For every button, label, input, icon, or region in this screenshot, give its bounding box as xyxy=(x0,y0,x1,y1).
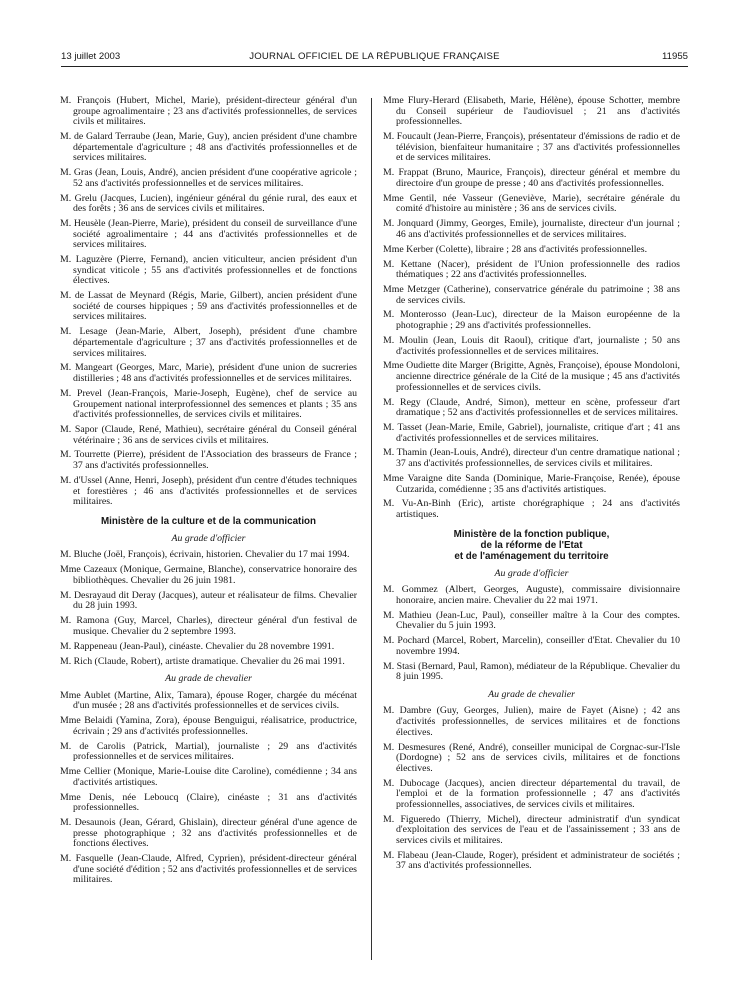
honoree-entry: M. Laguzère (Pierre, Fernand), ancien viticulteur, ancien président d'un syndicat viticole ; 55 ans d'activités professionnelles et de fonctions électives. xyxy=(60,254,357,287)
honoree-entry: M. Kettane (Nacer), président de l'Union professionnelle des radios thématiques ; 22 ans d'activités professionnelles. xyxy=(383,258,680,281)
honoree-entry: M. Vu-An-Binh (Eric), artiste chorégraphique ; 24 ans d'activités artistiques. xyxy=(383,498,680,521)
honoree-entry: Mme Cazeaux (Monique, Germaine, Blanche), conservatrice honoraire des bibliothèques. Chevalier du 26 juin 1981. xyxy=(60,564,357,586)
honoree-entry: M. Thamin (Jean-Louis, André), directeur d'un centre dramatique national ; 37 ans d'activités professionnelles, de services civils et militaires. xyxy=(383,447,680,470)
honoree-entry: M. Lesage (Jean-Marie, Albert, Joseph), président d'une chambre départementale d'agriculture ; 37 ans d'activités professionnelles et de services militaires. xyxy=(60,326,357,359)
honoree-entry: M. Gras (Jean, Louis, André), ancien président d'une coopérative agricole ; 52 ans d'activités professionnelles et de services militaires. xyxy=(60,167,357,189)
grade-heading: Au grade d'officier xyxy=(494,567,569,579)
honoree-entry: M. Foucault (Jean-Pierre, François), présentateur d'émissions de radio et de télévision, bienfaiteur humanitaire ; 37 ans d'activités professionnelles et de services militaires. xyxy=(383,131,680,164)
column-divider xyxy=(371,98,372,960)
honoree-entry: M. Sapor (Claude, René, Mathieu), secrétaire général du Conseil général vétérinaire ; 36 ans de services civils et militaires. xyxy=(60,424,357,446)
honoree-entry: M. de Carolis (Patrick, Martial), journaliste ; 29 ans d'activités professionnelles et de services militaires. xyxy=(60,740,357,763)
honoree-entry: M. Dambre (Guy, Georges, Julien), maire de Fayet (Aisne) ; 42 ans d'activités professionnelles, de services militaires et de fonctions électives. xyxy=(383,705,680,738)
honoree-entry: Mme Belaidi (Yamina, Zora), épouse Benguigui, réalisatrice, productrice, écrivain ; 29 ans d'activités professionnelles. xyxy=(60,715,357,737)
honoree-entry: M. Frappat (Bruno, Maurice, François), directeur général et membre du directoire d'un groupe de presse ; 40 ans d'activités professionnelles. xyxy=(383,167,680,189)
honoree-entry: M. Heusèle (Jean-Pierre, Marie), président du conseil de surveillance d'une société agroalimentaire ; 44 ans d'activités professionnelles et de services militaires. xyxy=(60,218,357,251)
honoree-entry: M. Jonquard (Jimmy, Georges, Emile), journaliste, directeur d'un journal ; 46 ans d'activités professionnelles et de services militaires. xyxy=(383,218,680,240)
honoree-entry: M. Tourrette (Pierre), président de l'Association des brasseurs de France ; 37 ans d'activités professionnelles. xyxy=(60,449,357,472)
honoree-entry: Mme Gentil, née Vasseur (Geneviève, Marie), secrétaire générale du comité d'histoire au ministère ; 36 ans de services civils. xyxy=(383,192,680,215)
section-title-line: de la réforme de l'Etat xyxy=(480,539,583,551)
header-date: 13 juillet 2003 xyxy=(61,51,121,62)
honoree-entry: M. Desaunois (Jean, Gérard, Ghislain), directeur général d'une agence de presse photographique ; 32 ans d'activités professionnelles et de fonctions électives. xyxy=(60,817,357,850)
journal-title: JOURNAL OFFICIEL DE LA RÉPUBLIQUE FRANÇAISE xyxy=(249,51,500,62)
honoree-entry: M. Figueredo (Thierry, Michel), directeur administratif d'un syndicat d'exploitation des services de l'eau et de l'assainissement ; 33 ans de services civils et militaires. xyxy=(383,813,680,846)
honoree-entry: Mme Denis, née Leboucq (Claire), cinéaste ; 31 ans d'activités professionnelles. xyxy=(60,791,357,814)
honoree-entry: M. Fasquelle (Jean-Claude, Alfred, Cyprien), président-directeur général d'une société d'édition ; 52 ans d'activités professionnelles et de services militaires. xyxy=(60,853,357,886)
honoree-entry: Mme Aublet (Martine, Alix, Tamara), épouse Roger, chargée du mécénat d'un musée ; 28 ans d'activités professionnelles et de services civils. xyxy=(60,689,357,712)
honoree-entry: M. Desmesures (René, André), conseiller municipal de Corgnac-sur-l'Isle (Dordogne) ; 52 ans de services civils, militaires et de fonctions électives. xyxy=(383,741,680,774)
honoree-entry: Mme Cellier (Monique, Marie-Louise dite Caroline), comédienne ; 34 ans d'activités artistiques. xyxy=(60,766,357,788)
honoree-entry: M. Mathieu (Jean-Luc, Paul), conseiller maître à la Cour des comptes. Chevalier du 5 juin 1993. xyxy=(383,609,680,632)
honoree-entry: M. Grelu (Jacques, Lucien), ingénieur général du génie rural, des eaux et des forêts ; 36 ans de services civils et militaires. xyxy=(60,192,357,215)
honoree-entry: M. Gommez (Albert, Georges, Auguste), commissaire divisionnaire honoraire, ancien maire. Chevalier du 22 mai 1971. xyxy=(383,584,680,606)
honoree-entry: M. François (Hubert, Michel, Marie), président-directeur général d'un groupe agroalimentaire ; 23 ans d'activités professionnelles, de services civils et militaires. xyxy=(60,95,357,128)
entries-list xyxy=(383,585,680,683)
entries-list xyxy=(383,96,680,521)
grade-heading: Au grade d'officier xyxy=(171,532,246,544)
entries-list xyxy=(383,706,680,872)
honoree-entry: M. Desrayaud dit Deray (Jacques), auteur et réalisateur de films. Chevalier du 28 juin 1993. xyxy=(60,589,357,612)
page-number: 11955 xyxy=(662,51,688,62)
honoree-entry: Mme Kerber (Colette), libraire ; 28 ans d'activités professionnelles. xyxy=(383,243,648,255)
page-header xyxy=(61,49,688,65)
honoree-entry: M. Rich (Claude, Robert), artiste dramatique. Chevalier du 26 mai 1991. xyxy=(60,655,345,667)
honoree-entry: M. Ramona (Guy, Marcel, Charles), directeur général d'un festival de musique. Chevalier du 2 septembre 1993. xyxy=(60,615,357,637)
honoree-entry: Mme Flury-Herard (Elisabeth, Marie, Hélène), épouse Schotter, membre du Conseil supérieur de l'audiovisuel ; 21 ans d'activités professionnelles. xyxy=(383,95,680,128)
honoree-entry: M. Monterosso (Jean-Luc), directeur de la Maison européenne de la photographie ; 29 ans d'activités professionnelles. xyxy=(383,309,680,332)
honoree-entry: M. Prevel (Jean-François, Marie-Joseph, Eugène), chef de service au Groupement national interprofessionnel des semences et plants ; 35 ans d'activités professionnelles, de services civils et militaires. xyxy=(60,387,357,421)
left-column xyxy=(60,96,357,890)
section-title xyxy=(383,529,680,562)
entries-list xyxy=(60,96,357,508)
honoree-entry: M. Tasset (Jean-Marie, Emile, Gabriel), journaliste, critique d'art ; 41 ans d'activités professionnelles et de services militaires. xyxy=(383,422,680,444)
section-title-line: et de l'aménagement du territoire xyxy=(454,550,609,562)
honoree-entry: Mme Metzger (Catherine), conservatrice générale du patrimoine ; 38 ans de services civils. xyxy=(383,283,680,306)
section-title: Ministère de la culture et de la communication xyxy=(100,515,317,527)
entries-list xyxy=(60,550,357,667)
honoree-entry: M. Mangeart (Georges, Marc, Marie), président d'une union de sucreries distilleries ; 48 ans d'activités professionnelles et de services militaires. xyxy=(60,362,357,385)
right-column xyxy=(383,96,680,876)
section-title-line: Ministère de la fonction publique, xyxy=(453,528,610,540)
grade-heading: Au grade de chevalier xyxy=(488,688,575,700)
honoree-entry: M. Stasi (Bernard, Paul, Ramon), médiateur de la République. Chevalier du 8 juin 1995. xyxy=(383,660,680,683)
honoree-entry: M. d'Ussel (Anne, Henri, Joseph), président d'un centre d'études techniques et forestières ; 46 ans d'activités professionnelles et de services militaires. xyxy=(60,474,357,508)
honoree-entry: M. Bluche (Joël, François), écrivain, historien. Chevalier du 17 mai 1994. xyxy=(60,549,350,561)
honoree-entry: M. Regy (Claude, André, Simon), metteur en scène, professeur d'art dramatique ; 52 ans d'activités professionnelles et de services militaires. xyxy=(383,396,680,419)
honoree-entry: M. Flabeau (Jean-Claude, Roger), président et administrateur de sociétés ; 37 ans d'activités professionnelles. xyxy=(383,849,680,872)
grade-heading: Au grade de chevalier xyxy=(165,673,252,685)
honoree-entry: M. de Lassat de Meynard (Régis, Marie, Gilbert), ancien président d'une société de courses hippiques ; 59 ans d'activités professionnelles et de services militaires. xyxy=(60,290,357,323)
honoree-entry: M. Rappeneau (Jean-Paul), cinéaste. Chevalier du 28 novembre 1991. xyxy=(60,640,335,652)
honoree-entry: Mme Oudiette dite Marger (Brigitte, Agnès, Françoise), épouse Mondoloni, ancienne directrice générale de la Cité de la musique ; 45 ans d'activités professionnelles et de services civils. xyxy=(383,360,680,393)
honoree-entry: M. de Galard Terraube (Jean, Marie, Guy), ancien président d'une chambre départementale d'agriculture ; 48 ans d'activités professionnelles et de services militaires. xyxy=(60,131,357,164)
honoree-entry: M. Moulin (Jean, Louis dit Raoul), critique d'art, journaliste ; 50 ans d'activités professionnelles et de services militaires. xyxy=(383,334,680,357)
entries-list xyxy=(60,691,357,886)
honoree-entry: M. Pochard (Marcel, Robert, Marcelin), conseiller d'Etat. Chevalier du 10 novembre 1994. xyxy=(383,635,680,657)
header-rule xyxy=(61,66,688,67)
honoree-entry: Mme Varaigne dite Sanda (Dominique, Marie-Françoise, Renée), épouse Cutzarida, comédienne ; 35 ans d'activités artistiques. xyxy=(383,472,680,495)
honoree-entry: M. Dubocage (Jacques), ancien directeur départemental du travail, de l'emploi et de la formation professionnelle ; 47 ans d'activités professionnelles, associatives, de services civils et militaires. xyxy=(383,777,680,810)
